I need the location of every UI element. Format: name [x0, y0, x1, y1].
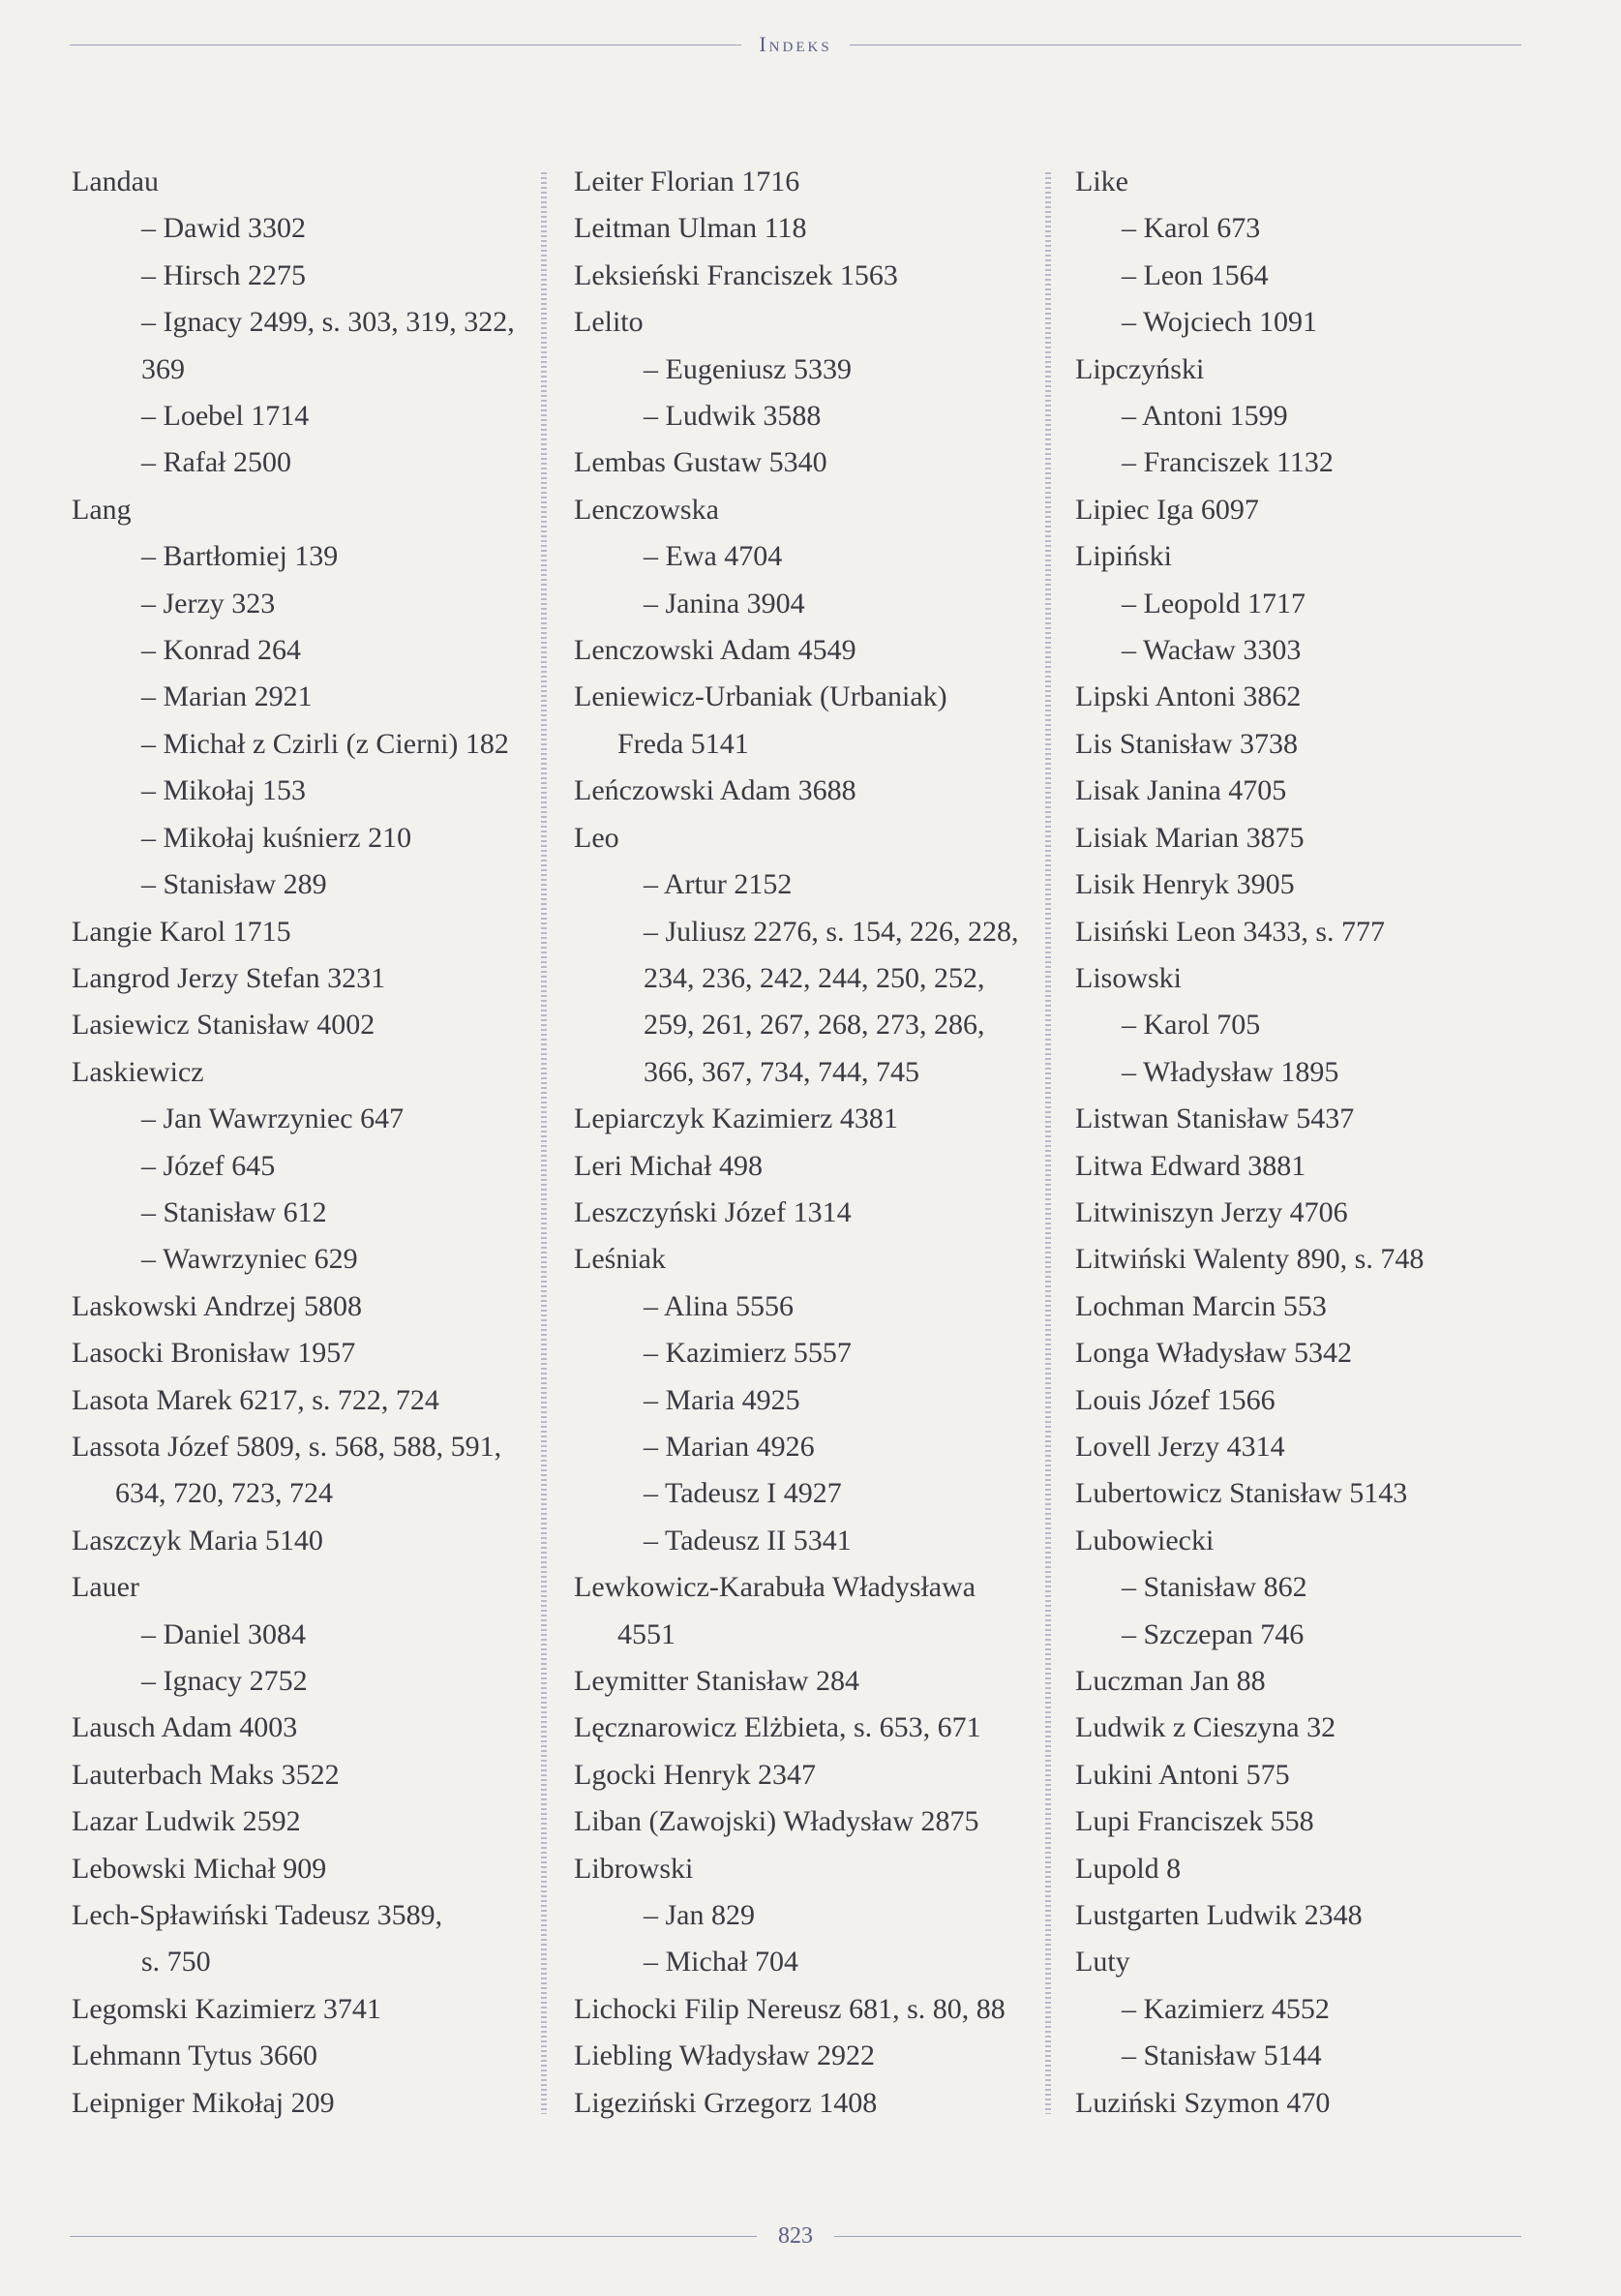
index-subentry: – Stanisław 5144	[1122, 2039, 1322, 2072]
index-entry: Lupold 8	[1075, 1852, 1182, 1885]
index-entry: Lehmann Tytus 3660	[72, 2039, 317, 2072]
index-entry: Leymitter Stanisław 284	[574, 1665, 859, 1697]
index-subentry: – Władysław 1895	[1122, 1055, 1339, 1088]
index-entry: Lisik Henryk 3905	[1075, 868, 1295, 901]
index-subentry: – Eugeniusz 5339	[644, 352, 852, 385]
index-entry-continuation: 4551	[617, 1617, 675, 1650]
index-subentry: – Juliusz 2276, s. 154, 226, 228,	[644, 915, 1019, 948]
index-subentry: – Daniel 3084	[141, 1617, 306, 1650]
index-subentry: – Karol 673	[1122, 212, 1261, 245]
index-entry: Lichocki Filip Nereusz 681, s. 80, 88	[574, 1992, 1006, 2025]
index-entry: Lepiarczyk Kazimierz 4381	[574, 1103, 898, 1135]
index-entry: Lasota Marek 6217, s. 722, 724	[72, 1383, 439, 1416]
index-subentry: – Michał z Czirli (z Cierni) 182	[141, 727, 509, 760]
column-divider	[541, 172, 547, 2114]
index-entry: Langie Karol 1715	[72, 915, 291, 948]
index-entry: Liebling Władysław 2922	[574, 2039, 876, 2072]
index-subentry: – Jan Wawrzyniec 647	[141, 1103, 405, 1135]
index-subentry: – Tadeusz II 5341	[644, 1524, 852, 1556]
index-entry: Lovell Jerzy 4314	[1075, 1430, 1285, 1463]
index-entry: Lupi Franciszek 558	[1075, 1805, 1314, 1838]
index-subentry: – Artur 2152	[644, 868, 793, 901]
index-entry: Lenczowski Adam 4549	[574, 634, 856, 667]
index-entry-continuation: 234, 236, 242, 244, 250, 252,	[644, 961, 985, 994]
index-entry: Lausch Adam 4003	[72, 1711, 298, 1744]
index-entry: Like	[1075, 166, 1128, 197]
index-entry: Lebowski Michał 909	[72, 1852, 327, 1885]
index-entry-continuation: 634, 720, 723, 724	[115, 1477, 333, 1510]
index-subentry: – Mikołaj 153	[141, 774, 306, 807]
index-subentry: – Marian 2921	[141, 680, 313, 713]
index-column-1	[72, 159, 536, 2127]
index-entry: Lazar Ludwik 2592	[72, 1805, 301, 1838]
index-entry: Lochman Marcin 553	[1075, 1289, 1327, 1322]
index-entry: Lewkowicz-Karabuła Władysława	[574, 1571, 976, 1604]
index-entry: Lis Stanisław 3738	[1075, 727, 1298, 760]
index-entry: Lustgarten Ludwik 2348	[1075, 1899, 1363, 1932]
index-subentry: – Alina 5556	[644, 1289, 794, 1322]
index-entry: Lisiński Leon 3433, s. 777	[1075, 915, 1385, 948]
index-entry: Leksieński Franciszek 1563	[574, 258, 898, 291]
index-subentry: – Maria 4925	[644, 1383, 800, 1416]
index-entry: Liban (Zawojski) Władysław 2875	[574, 1805, 979, 1838]
index-entry: Lang	[72, 493, 132, 526]
index-entry: Lgocki Henryk 2347	[574, 1758, 816, 1791]
index-subentry: – Leopold 1717	[1122, 587, 1306, 619]
footer-rule-right	[834, 2236, 1521, 2237]
page-header	[70, 27, 1521, 62]
index-column-3	[1075, 159, 1540, 2127]
index-subentry: – Loebel 1714	[141, 400, 310, 433]
index-subentry: – Leon 1564	[1122, 258, 1269, 291]
index-entry: Litwa Edward 3881	[1075, 1149, 1306, 1182]
index-subentry: – Franciszek 1132	[1122, 446, 1334, 479]
index-subentry: – Konrad 264	[141, 634, 301, 667]
page-footer	[70, 2217, 1521, 2255]
index-entry: Leri Michał 498	[574, 1149, 763, 1182]
index-entry: Ludwik z Cieszyna 32	[1075, 1711, 1336, 1744]
index-entry: Leiter Florian 1716	[574, 166, 800, 197]
page-number: 823	[778, 2222, 813, 2249]
index-subentry: – Józef 645	[141, 1149, 276, 1182]
index-subentry: – Rafał 2500	[141, 446, 291, 479]
index-subentry: – Wojciech 1091	[1122, 306, 1317, 339]
index-subentry: – Karol 705	[1122, 1009, 1261, 1042]
index-subentry: – Kazimierz 5557	[644, 1337, 852, 1370]
column-divider	[1045, 172, 1051, 2114]
index-entry: Lisowski	[1075, 961, 1183, 994]
index-subentry: – Tadeusz I 4927	[644, 1477, 842, 1510]
index-entry: Laskiewicz	[72, 1055, 204, 1088]
index-subentry: – Jerzy 323	[141, 587, 276, 619]
index-entry: Lelito	[574, 306, 644, 339]
index-subentry: – Szczepan 746	[1122, 1617, 1305, 1650]
index-entry: Librowski	[574, 1852, 694, 1885]
index-entry: Longa Władysław 5342	[1075, 1337, 1353, 1370]
index-subentry: – Ewa 4704	[644, 540, 783, 573]
index-entry: Lipiec Iga 6097	[1075, 493, 1259, 526]
footer-rule-left	[70, 2236, 757, 2237]
index-entry: Legomski Kazimierz 3741	[72, 1992, 381, 2025]
index-subentry: – Stanisław 862	[1122, 1571, 1307, 1604]
index-entry: Langrod Jerzy Stefan 3231	[72, 961, 386, 994]
index-entry: Lukini Antoni 575	[1075, 1758, 1290, 1791]
index-entry-continuation: 259, 261, 267, 268, 273, 286,	[644, 1009, 985, 1042]
index-entry: Lisak Janina 4705	[1075, 774, 1287, 807]
index-subentry: – Ignacy 2752	[141, 1665, 308, 1697]
index-entry: Luty	[1075, 1946, 1130, 1979]
index-entry: Lassota Józef 5809, s. 568, 588, 591,	[72, 1430, 502, 1463]
index-entry: Ligeziński Grzegorz 1408	[574, 2086, 878, 2119]
index-entry: Laskowski Andrzej 5808	[72, 1289, 362, 1322]
index-entry: Lisiak Marian 3875	[1075, 821, 1305, 854]
index-entry: Louis Józef 1566	[1075, 1383, 1276, 1416]
index-subentry: – Dawid 3302	[141, 212, 306, 245]
index-entry: Lauer	[72, 1571, 139, 1604]
index-entry: Lipski Antoni 3862	[1075, 680, 1302, 713]
index-entry: Luziński Szymon 470	[1075, 2086, 1331, 2119]
index-entry: Listwan Stanisław 5437	[1075, 1103, 1355, 1135]
index-subentry: – Ludwik 3588	[644, 400, 822, 433]
index-subentry: – Marian 4926	[644, 1430, 815, 1463]
index-subentry: – Kazimierz 4552	[1122, 1992, 1330, 2025]
index-entry-continuation: Freda 5141	[617, 727, 749, 760]
index-subentry: – Mikołaj kuśnierz 210	[141, 821, 412, 854]
index-entry: Lipczyński	[1075, 352, 1205, 385]
index-subentry: – Antoni 1599	[1122, 400, 1288, 433]
index-subentry: – Stanisław 289	[141, 868, 327, 901]
index-entry: Leipniger Mikołaj 209	[72, 2086, 335, 2119]
index-subentry: – Stanisław 612	[141, 1195, 327, 1228]
index-subentry: – Wawrzyniec 629	[141, 1243, 358, 1276]
index-entry: Laszczyk Maria 5140	[72, 1524, 323, 1556]
index-entry: Lubowiecki	[1075, 1524, 1215, 1556]
index-subentry: – Hirsch 2275	[141, 258, 306, 291]
index-entry: Leszczyński Józef 1314	[574, 1195, 852, 1228]
index-entry: Litwiniszyn Jerzy 4706	[1075, 1195, 1348, 1228]
index-subentry: – Michał 704	[644, 1946, 798, 1979]
index-entry: Lipiński	[1075, 540, 1173, 573]
index-entry: Lęcznarowicz Elżbieta, s. 653, 671	[574, 1711, 981, 1744]
header-title: Indeks	[759, 32, 832, 56]
index-entry: Lasiewicz Stanisław 4002	[72, 1009, 375, 1042]
index-entry: Lubertowicz Stanisław 5143	[1075, 1477, 1408, 1510]
index-entry: Lasocki Bronisław 1957	[72, 1337, 356, 1370]
index-entry: Lech-Spławiński Tadeusz 3589,	[72, 1899, 443, 1932]
index-entry: Lenczowska	[574, 493, 719, 526]
index-entry: Landau	[72, 166, 159, 197]
index-entry: Leitman Ulman 118	[574, 212, 807, 245]
index-entry-continuation: s. 750	[141, 1946, 211, 1979]
index-subentry: – Janina 3904	[644, 587, 805, 619]
index-entry: Lauterbach Maks 3522	[72, 1758, 340, 1791]
index-entry: Litwiński Walenty 890, s. 748	[1075, 1243, 1425, 1276]
index-column-2	[574, 159, 1038, 2127]
index-subentry: – Wacław 3303	[1122, 634, 1302, 667]
index-subentry: – Jan 829	[644, 1899, 755, 1932]
index-entry-continuation: 369	[141, 352, 185, 385]
index-entry: Lembas Gustaw 5340	[574, 446, 827, 479]
index-entry: Leńczowski Adam 3688	[574, 774, 856, 807]
index-entry: Luczman Jan 88	[1075, 1665, 1266, 1697]
index-entry-continuation: 366, 367, 734, 744, 745	[644, 1055, 919, 1088]
index-subentry: – Ignacy 2499, s. 303, 319, 322,	[141, 306, 515, 339]
index-entry: Leśniak	[574, 1243, 666, 1276]
index-entry: Leniewicz-Urbaniak (Urbaniak)	[574, 680, 947, 713]
index-subentry: – Bartłomiej 139	[141, 540, 339, 573]
index-entry: Leo	[574, 821, 619, 854]
